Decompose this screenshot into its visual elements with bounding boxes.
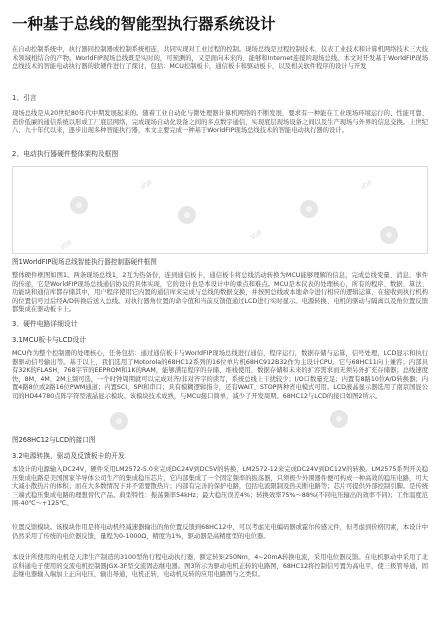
- watermark-text: 试读: [359, 179, 374, 192]
- section-3-2-heading: 3.2电源转换、驱动及反馈板卡的开发: [12, 452, 125, 460]
- section-3-2-text-2: 位置反馈模块。该模块作用是将电动机经减速器输出的角位置反馈到68HC12中，可以考虑光电编码器或霍尔传感元件，但考虑到价格因素，本设计中仍然采用了传统的电位器反馈，量程为0-1000Ω，精度为1%，驱动器是高精度型的电位器。: [12, 524, 428, 540]
- watermark-icon: [178, 206, 196, 224]
- abstract: 在自动控制系统中，执行器同控制器或控制系统相连，共同实现对工业过程的控制。现场总线是过程控制技术、仪表工业技术和计算机网络技术三大技术领域相结合的产物。WorldFIP现场总线既是实时的，可预测的，又是面向未来的、能够和Internet连接的现场总线。本文对开发基于WorldFIP现场总线技术的智能电动执行器的软硬件进行了探讨，包括：MCU控制板卡，通信板卡和驱动板卡，以及相关软件程序的设计与开发: [12, 46, 428, 71]
- watermark-icon: [70, 196, 88, 214]
- watermark-icon: [300, 200, 318, 218]
- watermark-icon: [110, 412, 128, 430]
- watermark-text: 试读: [139, 179, 154, 192]
- section-3-2-text-1: 本设计的电源输入DC24V，硬件采用LM2572-5.0来完成DC24V到DC5V的转换，LM2572-12来完成DC24V到DC12V的转换。LM2575系列开关稳压集成电路是美国国家半导体公司生产的集成稳压芯片，它内部集成了一个固定频率的振荡器，只须极少外围器件便可构成一种高效的稳压电路，可大大减小散热片的体积；而在大多数情况下并不需要散热片；内部有完善的保护电路，包括电流限制及热关断电路等；芯片可提供外部控制引脚。是传统三端式稳压集成电路的理想替代产品。典型特性：振荡频率54kHz；最大稳压误差4%；转换效率75%～88%(不同电压输出的效率不同)；工作温度范围-40℃～+125℃。: [12, 466, 428, 508]
- watermark-icon: [380, 226, 398, 244]
- watermark-text: 试读: [249, 229, 264, 242]
- figure-2-caption: 图268HC12与LCD的接口图: [12, 436, 96, 444]
- section-2-text: 整体硬件框图如图1。两条现场总线1，2互为热备份，连到通信板卡，通信板卡将总线活动转换为MCU能够理解的信息，完成总线变量、消息、事件的传递，它是WorldFIP现场总线通信协议的具体实现，它的设计也是本设计中的重点和难点。MCU是本仪表的处理核心，所有的程序、数据、算法、功能块和通信库都存储其中，用户程序使用它内置的通信库来完成与总线的数据交换，并按照总线或本地命令进行相应的逻辑运算，在接收到执行机构的位置信号过后经A/D转换后送入总线。对执行器角位置的命令值和当前反馈值通过LCD进行实时显示。电源转换、电机的驱动与隔离以及角位置反馈都集成在驱动板卡上。: [12, 272, 428, 314]
- section-3-heading: 3、硬件电路详细设计: [12, 320, 78, 328]
- section-3-2-text-3: 本设计所使用的电机是天津生产制造的3100型角行程电动执行器，额定转矩250Nm，4~20mA转换电流，采用电位器反馈。在电机驱动中采用了北京科通电子使用的交流电机控制器JGX-3F型交流固态继电器。图3所示为驱动电机正转的电路图，68HC12将控制信号置为高电平，使三极管导通，固态继电器输入端加上正向电压，输出导通，电机正转，电动机反转的应用电路图与之类似。: [12, 554, 428, 579]
- section-3-1-heading: 3.1MCU板卡与LCD设计: [12, 336, 87, 344]
- figure-2-placeholder: [12, 418, 428, 434]
- section-2-heading: 2、电动执行器硬件整体架构及框图: [12, 150, 119, 158]
- page-title: 一种基于总线的智能型执行器系统设计: [12, 15, 276, 33]
- section-1-text: 现场总线是从20世纪80年代中期发展起来的。随着工业自动化与微处理器计算机网络的不断发展，要求有一种能在工业现场环境运行的、性能可靠、造价低廉的通信系统以形成工厂底层网络，完成现场自动化设备之间的多点数字通信，实现底层现场设备之间以及生产现场与外界的信息交换。上世纪八、九十年代以来，逐步出现多种智能执行器，本文主要完成一种基于WorldFIP现场总线技术的智能电动执行器的设计。: [12, 110, 428, 135]
- watermark-icon: [330, 410, 348, 428]
- section-1-heading: 1、引言: [12, 94, 37, 102]
- watermark-text: 试读: [59, 239, 74, 252]
- figure-1-caption: 图1WorldFIP现场总线智能执行器控制器硬件框图: [12, 258, 157, 266]
- section-3-1-text: MCU作为整个控制器的处理核心，任务包括：通过通信板卡与WorldFIP现场总线进行通信，程序运行，数据存储与运算，信号处理，LCD显示和执行器驱动信号输出等。基于以上，我们选用了Motorola的68HC12系列的16位单片机68HC912B32作为主设计CPU。它与68HC11向上兼容；内部具有32K的FLASH，768字节的EEPROM和1K的RAM，能够满足程序的存储、堆栈使用、数据存储和未来的扩容需求而无须另外扩充存储器；总线速度快，8M，4M，2M主频可选，一个时钟周期就可以完成对齐/非对齐字的读写，系统总线上干扰较少；I/O口数量充足；内置有8路10位A/D转换器；内置4路8位或2路16位PWM通道；内置SCI，SPI和串口；具有模糊逻辑指令，还有WAIT、STOP两种省电模式可用。LCD液晶显示器选用了南京国显公司的HD44780点阵字符型液晶显示模块。该模块技术成熟，与MCU接口简单，减少了开发周期。68HC12与LCD的接口如图2所示。: [12, 350, 428, 400]
